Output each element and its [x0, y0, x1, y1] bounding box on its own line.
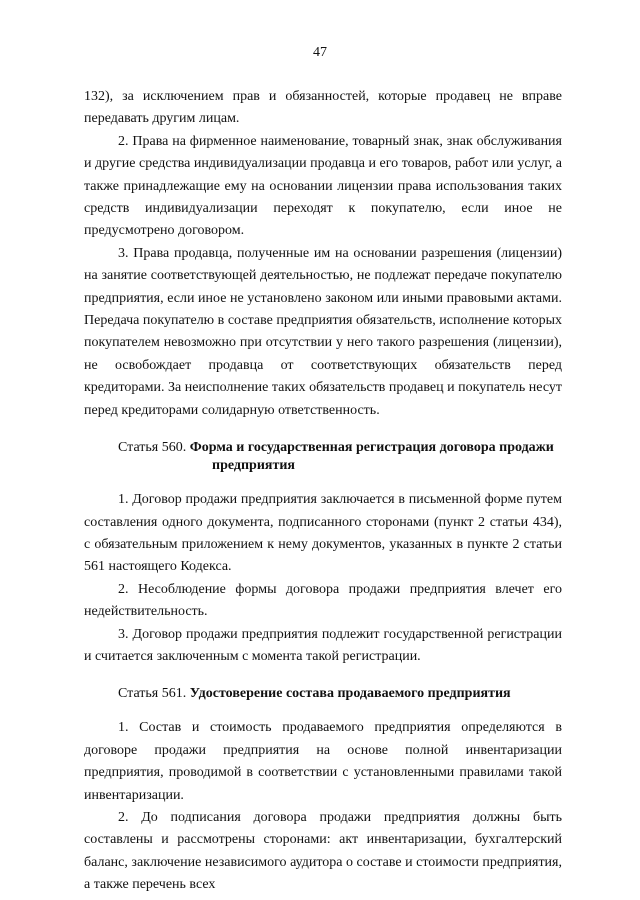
paragraph-560-3: 3. Договор продажи предприятия подлежит государственной регистрации и считается заключенным с момента такой регистрации.: [84, 626, 562, 664]
paragraph-continuation: 132), за исключением прав и обязанностей, которые продавец не вправе передавать другим лицам.: [84, 89, 562, 127]
document-body: [84, 86, 562, 897]
article-561-title: Удостоверение состава продаваемого предприятия: [189, 686, 511, 702]
page-number: 47: [313, 45, 327, 60]
paragraph-560-2: 2. Несоблюдение формы договора продажи предприятия влечет его недействительность.: [84, 581, 562, 620]
article-560-title: Форма и государственная регистрация договора продажи: [189, 440, 554, 456]
article-560-title-line2: предприятия: [212, 458, 295, 474]
paragraph-559-2: 2. Права на фирменное наименование, товарный знак, знак обслуживания и другие средства индивидуализации продавца и его товаров, работ или услуг, а также принадлежащие ему на основании лицензии права использования таких средств индивидуализации переходят к покупателю, если иное не предусмотрено договором.: [84, 133, 562, 239]
article-561-label: Статья 561.: [118, 686, 187, 702]
paragraph-560-1: 1. Договор продажи предприятия заключается в письменной форме путем составления одного документа, подписанного сторонами (пункт 2 статьи 434), с обязательным приложением к нему документов, указанных в пункте 2 статьи 561 настоящего Кодекса.: [84, 492, 562, 575]
article-561-heading: [84, 685, 562, 703]
paragraph-561-1: 1. Состав и стоимость продаваемого предприятия определяются в договоре продажи предприятия на основе полной инвентаризации предприятия, проводимой в соответствии с установленными правилами такой инвентаризации.: [84, 720, 562, 803]
paragraph-559-3: 3. Права продавца, полученные им на основании разрешения (лицензии) на занятие соответствующей деятельностью, не подлежат передаче покупателю предприятия, если иное не установлено законом или иными правовыми актами. Передача покупателю в составе предприятия обязательств, исполнение которых покупателем невозможно при отсутствии у него такого разрешения (лицензии), не освобождает продавца от соответствующих обязательств перед кредиторами. За неисполнение таких обязательств продавец и покупатель несут перед кредиторами солидарную ответственность.: [84, 245, 562, 418]
article-560-heading: [84, 439, 562, 475]
article-560-label: Статья 560.: [118, 440, 187, 456]
paragraph-561-2: 2. До подписания договора продажи предприятия должны быть составлены и рассмотрены сторонами: акт инвентаризации, бухгалтерский баланс, заключение независимого аудитора о составе и стоимости предприятия, а также перечень всех: [84, 809, 562, 893]
